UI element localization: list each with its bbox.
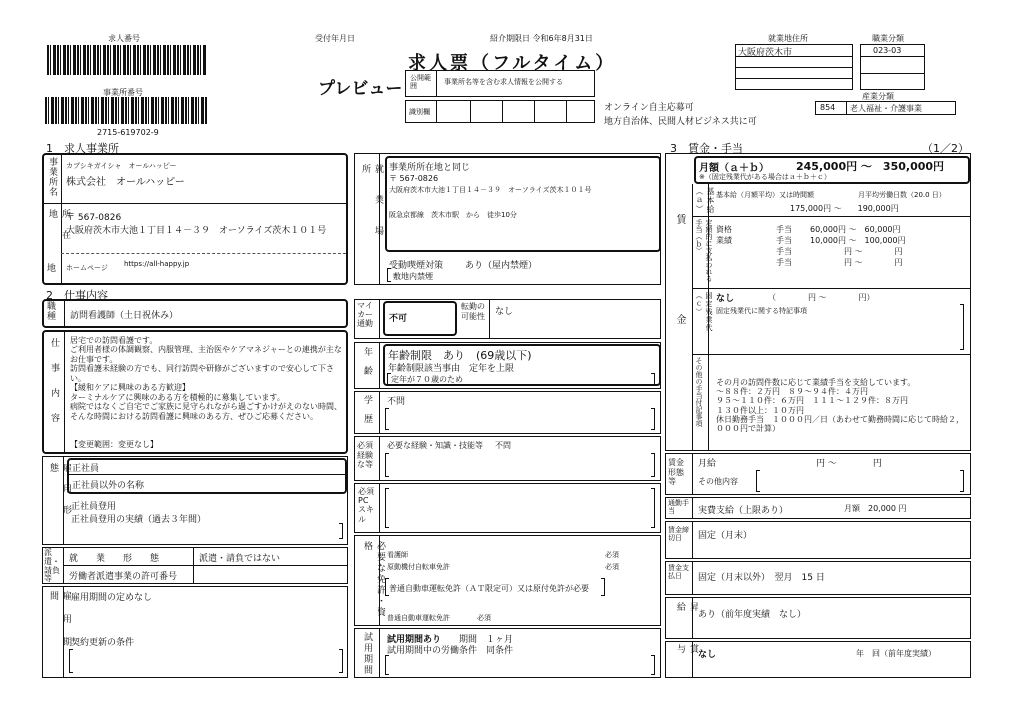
dispatch-label: 派遣・請負等: [44, 548, 60, 584]
pc-skill-label: 必須PCスキル: [358, 487, 374, 524]
company-box: [42, 153, 348, 285]
overtime-note: 固定残業代に関する特記事項: [716, 307, 807, 315]
job-content-box: [42, 330, 348, 454]
age-reason: 年齢制限該当事由 定年を上限: [388, 364, 515, 374]
age-label: 年齢: [362, 347, 372, 385]
avg-days: 月平均労働日数（20.0 日）: [858, 191, 946, 199]
period-box: [42, 586, 348, 678]
job-content-label: 仕事内容: [49, 338, 59, 438]
allowance-range: 60,000円 ～ 60,000円: [810, 225, 901, 234]
raise-label: 昇給: [675, 602, 698, 625]
identify-box: [405, 100, 595, 123]
smoking-detail: 敷地内禁煙: [393, 272, 433, 281]
allowance-row: [716, 246, 966, 257]
job-number-barcode: [47, 45, 207, 75]
change-range: 【変更範囲：変更なし】: [70, 440, 158, 449]
company-name: 株式会社 オールハッピー: [66, 177, 185, 188]
commute-value: 実費支給（上限あり）: [698, 506, 789, 516]
workplace-inner: [385, 156, 661, 252]
age-value: 年齢制限 あり (69歳以下): [388, 349, 532, 362]
transfer-label: 転勤の可能性: [461, 302, 485, 321]
wage-form-value: 月給: [698, 459, 717, 469]
employment-type-box: [67, 458, 347, 494]
employment-other-label: 正社員以外の名称: [72, 481, 145, 491]
address-label: 所在地: [47, 209, 70, 251]
license-note: 普通自動車運転免許（ＡＴ限定可）又は原付免許が必要: [389, 584, 589, 593]
base-desc: 基本給（月額平均）又は時間額: [716, 191, 814, 199]
age-inner: [383, 344, 661, 386]
wage-box: [665, 153, 971, 451]
wage-form-box: [665, 453, 971, 495]
dispatch-column: 就 業 形 態: [69, 554, 160, 564]
education-box: [354, 391, 661, 434]
trial-period: 期間 １ヶ月: [459, 635, 514, 645]
education-value: 不問: [387, 397, 406, 407]
allowance-range: 円 ～ 円: [844, 258, 903, 267]
employment-type: 正社員: [72, 464, 100, 474]
commute-label: 通勤手当: [668, 499, 689, 515]
job-content-text: 居宅での訪問看護です。 ご利用者様の体調観察、内服管理、主治医やケアマネジャーとの連携が主なお仕事です。 訪問看護未経験の方でも、同行訪問や研修がございますので安心して下さい。 【緩和ケアに興味のある方歓迎】 ターミナルケアに興味のある方を積極的に募集しています。 病院ではなくご自宅でご家族に見守られながら過ごすかけがえのない時間、そんな時間における訪問看護に興味のある方、ぜひご応募ください。: [70, 336, 342, 421]
base-range: 175,000円 ～ 190,000円: [790, 204, 899, 213]
bonus-value: なし: [698, 650, 717, 660]
trial-box: [354, 628, 661, 678]
allowance-kind: 手当: [776, 247, 792, 256]
monthly-box: [694, 156, 970, 184]
age-box: [354, 342, 661, 389]
other-allowance-text: その月の訪問件数に応じて業績手当を支給しています。 ～８８件：２万円 ８９～９４件：４万円 ９５～１１０件：６万円 １１１～１２９件：８万円 １３０件以上：１０万円 休日勤務手当 １０００円／日（あわせて勤務時間に応じて時給２，０００円で計算）: [716, 378, 964, 433]
industry-name: 老人福祉・介護事業: [850, 104, 922, 113]
experience-value: 必要な経験・知識・技能等: [387, 441, 483, 450]
trial-condition: 試用期間中の労働条件 同条件: [387, 646, 514, 656]
pc-skill-box: [354, 483, 661, 533]
office-number-label: 事業所番号: [103, 88, 143, 97]
cutoff-value: 固定（月末）: [698, 531, 753, 541]
company-kana: カブシキガイシャ オールハッピー: [66, 162, 177, 170]
allowance-name: 業績: [716, 236, 732, 245]
allowance-range: 10,000円 ～ 100,000円: [810, 236, 906, 245]
trial-label: 試用期間: [362, 632, 372, 676]
promotion-record: 正社員登用の実績（過去３年間）: [71, 515, 207, 525]
payday-box: [665, 561, 971, 595]
license-box: [354, 535, 661, 626]
public-range-label: 公開範囲: [410, 74, 431, 91]
trial-value: 試用期間あり: [387, 635, 442, 645]
received-date-label: 受付年月日: [315, 34, 355, 43]
dispatch-permit: 労働者派遣事業の許可番号: [69, 572, 178, 582]
wage-form-label: 賃金形態等: [668, 458, 684, 487]
license-label: 必要な免許・資格: [362, 541, 385, 618]
office-number: 2715-619702-9: [97, 128, 159, 137]
occupation-value: 訪問看護師（土日祝休み）: [70, 311, 179, 321]
allowance-kind: 手当: [776, 258, 792, 267]
overtime-range: （ 円 ～ 円）: [768, 293, 875, 302]
overtime-value: なし: [716, 294, 735, 304]
company-name-label: 事業所名: [47, 157, 57, 197]
public-range-value: 事業所名等を含む求人情報を公開する: [444, 78, 563, 86]
license3: 普通自動車運転免許: [387, 614, 450, 622]
workplace-label: 就業場所: [360, 164, 383, 257]
homepage-label: ホームページ: [66, 264, 108, 272]
license1-required: 必須: [605, 551, 619, 559]
industry-code: 854: [820, 103, 836, 112]
period-label: 雇用期間: [48, 591, 71, 660]
allowance-row: [716, 257, 966, 268]
occupation-label: 職種: [47, 302, 57, 322]
overtime-label: 固定残業代（ｃ）: [695, 292, 713, 332]
promotion: 正社員登用: [71, 502, 117, 512]
employment-label: 雇用形態: [48, 463, 71, 526]
workplace-address: 大阪府茨木市大池１丁目１４－３９ オーソライズ茨木１０１号: [389, 186, 592, 194]
workplace-box: [354, 153, 661, 285]
homepage-marker: 地: [47, 264, 57, 274]
monthly-value: 245,000円 ～ 350,000円: [796, 160, 945, 173]
bonus-box: [665, 641, 971, 678]
license1: 看護師: [387, 551, 408, 559]
base-label: 基本給（ａ）: [695, 187, 715, 214]
office-number-barcode: [45, 97, 207, 124]
workplace-address-value: 大阪府茨木市: [738, 48, 793, 58]
allowance-row: [716, 224, 966, 235]
allowance-row: [716, 235, 966, 246]
bonus-label: 賞与: [675, 644, 698, 665]
workplace-address-box: [735, 44, 853, 90]
workplace-address-label: 就業地住所: [768, 34, 808, 43]
experience-required: 不問: [495, 441, 511, 450]
allowance-list: [716, 224, 966, 268]
other-allowance-label: その他の手当付記事項: [695, 357, 703, 427]
fixed-allowance-label: 定額的に支払われる手当（ｂ）: [695, 219, 713, 282]
public-range-box: [405, 70, 595, 97]
online-apply: オンライン自主応募可: [604, 103, 694, 113]
commute-box: [665, 497, 971, 519]
section3-heading: 3 賃金・手当: [670, 142, 743, 155]
section2-heading: 2 仕事内容: [46, 289, 108, 302]
payday-label: 賃金支払日: [668, 564, 689, 581]
license2-required: 必須: [605, 563, 619, 571]
page-number: （1／2）: [922, 142, 969, 155]
preview-label: プレビュー: [318, 79, 403, 99]
workplace-access: 阪急京都線 茨木市駅 から 徒歩10分: [389, 211, 517, 219]
employment-box: [42, 456, 348, 545]
workplace-postal: 〒 567-0826: [389, 174, 439, 183]
bonus-times: 年 回（前年度実績）: [856, 649, 936, 658]
allowance-kind: 手当: [776, 225, 792, 234]
age-note: 定年が７０歳のため: [391, 375, 463, 384]
payday-value: 固定（月末以外） 翌月 15 日: [698, 573, 825, 583]
online-public: 地方自治体、民間人材ビジネス共に可: [604, 117, 757, 127]
allowance-range: 円 ～ 円: [844, 247, 903, 256]
car-value: 不可: [389, 314, 408, 324]
education-label: 学歴: [362, 395, 372, 433]
car-box: [354, 299, 661, 339]
smoking-value: あり（屋内禁煙）: [465, 261, 538, 271]
experience-box: [354, 436, 661, 481]
job-category-label: 職業分類: [872, 34, 904, 43]
referral-deadline: 紹介期限日 令和6年8月31日: [490, 34, 593, 43]
job-category-value: 023-03: [873, 46, 902, 55]
commute-month: 月額 20,000 円: [844, 504, 907, 513]
wage-form-range: 円 ～ 円: [816, 459, 882, 469]
license3-required: 必須: [477, 614, 491, 622]
industry-box: [815, 101, 956, 115]
monthly-note: ※（固定残業代がある場合はａ＋ｂ＋ｃ）: [699, 173, 831, 181]
identify-label: 識別欄: [409, 108, 430, 116]
section1-heading: 1 求人事業所: [46, 142, 119, 155]
allowance-name: 資格: [716, 225, 732, 234]
job-number-label: 求人番号: [108, 34, 140, 43]
allowance-kind: 手当: [776, 236, 792, 245]
company-address: 大阪府茨木市大池１丁目１４－３９ オーソライズ茨木１０１号: [66, 226, 327, 236]
job-category-box: [860, 44, 925, 90]
smoking-label: 受動喫煙対策: [389, 261, 444, 271]
company-postal: 〒 567-0826: [66, 213, 122, 223]
dispatch-box: [42, 547, 348, 584]
transfer-value: なし: [495, 307, 514, 317]
cutoff-box: [665, 521, 971, 559]
wage-side-label: 賃金: [674, 214, 685, 414]
workplace-same: 事業所所在地と同じ: [389, 163, 471, 173]
wage-form-other: その他内容: [698, 477, 738, 486]
raise-value: あり（前年度実績 なし）: [698, 610, 807, 620]
dispatch-value: 派遣・請負ではない: [199, 554, 281, 564]
occupation-box: [42, 299, 348, 328]
raise-box: [665, 597, 971, 639]
license2: 原動機付自転車免許: [387, 563, 450, 571]
car-label: マイカー通勤: [357, 301, 373, 328]
industry-label: 産業分類: [862, 92, 894, 101]
monthly-label: 月額（ａ＋ｂ）: [699, 163, 769, 174]
period-value: 雇用期間の定めなし: [71, 593, 153, 603]
renewal-label: 契約更新の条件: [71, 638, 135, 648]
page-title: 求人票（フルタイム）: [408, 53, 617, 74]
homepage-link[interactable]: https://all-happy.jp: [124, 260, 190, 268]
experience-label: 必須経験な等: [357, 441, 373, 470]
cutoff-label: 賃金締切日: [668, 526, 689, 543]
car-value-box: [383, 301, 457, 336]
